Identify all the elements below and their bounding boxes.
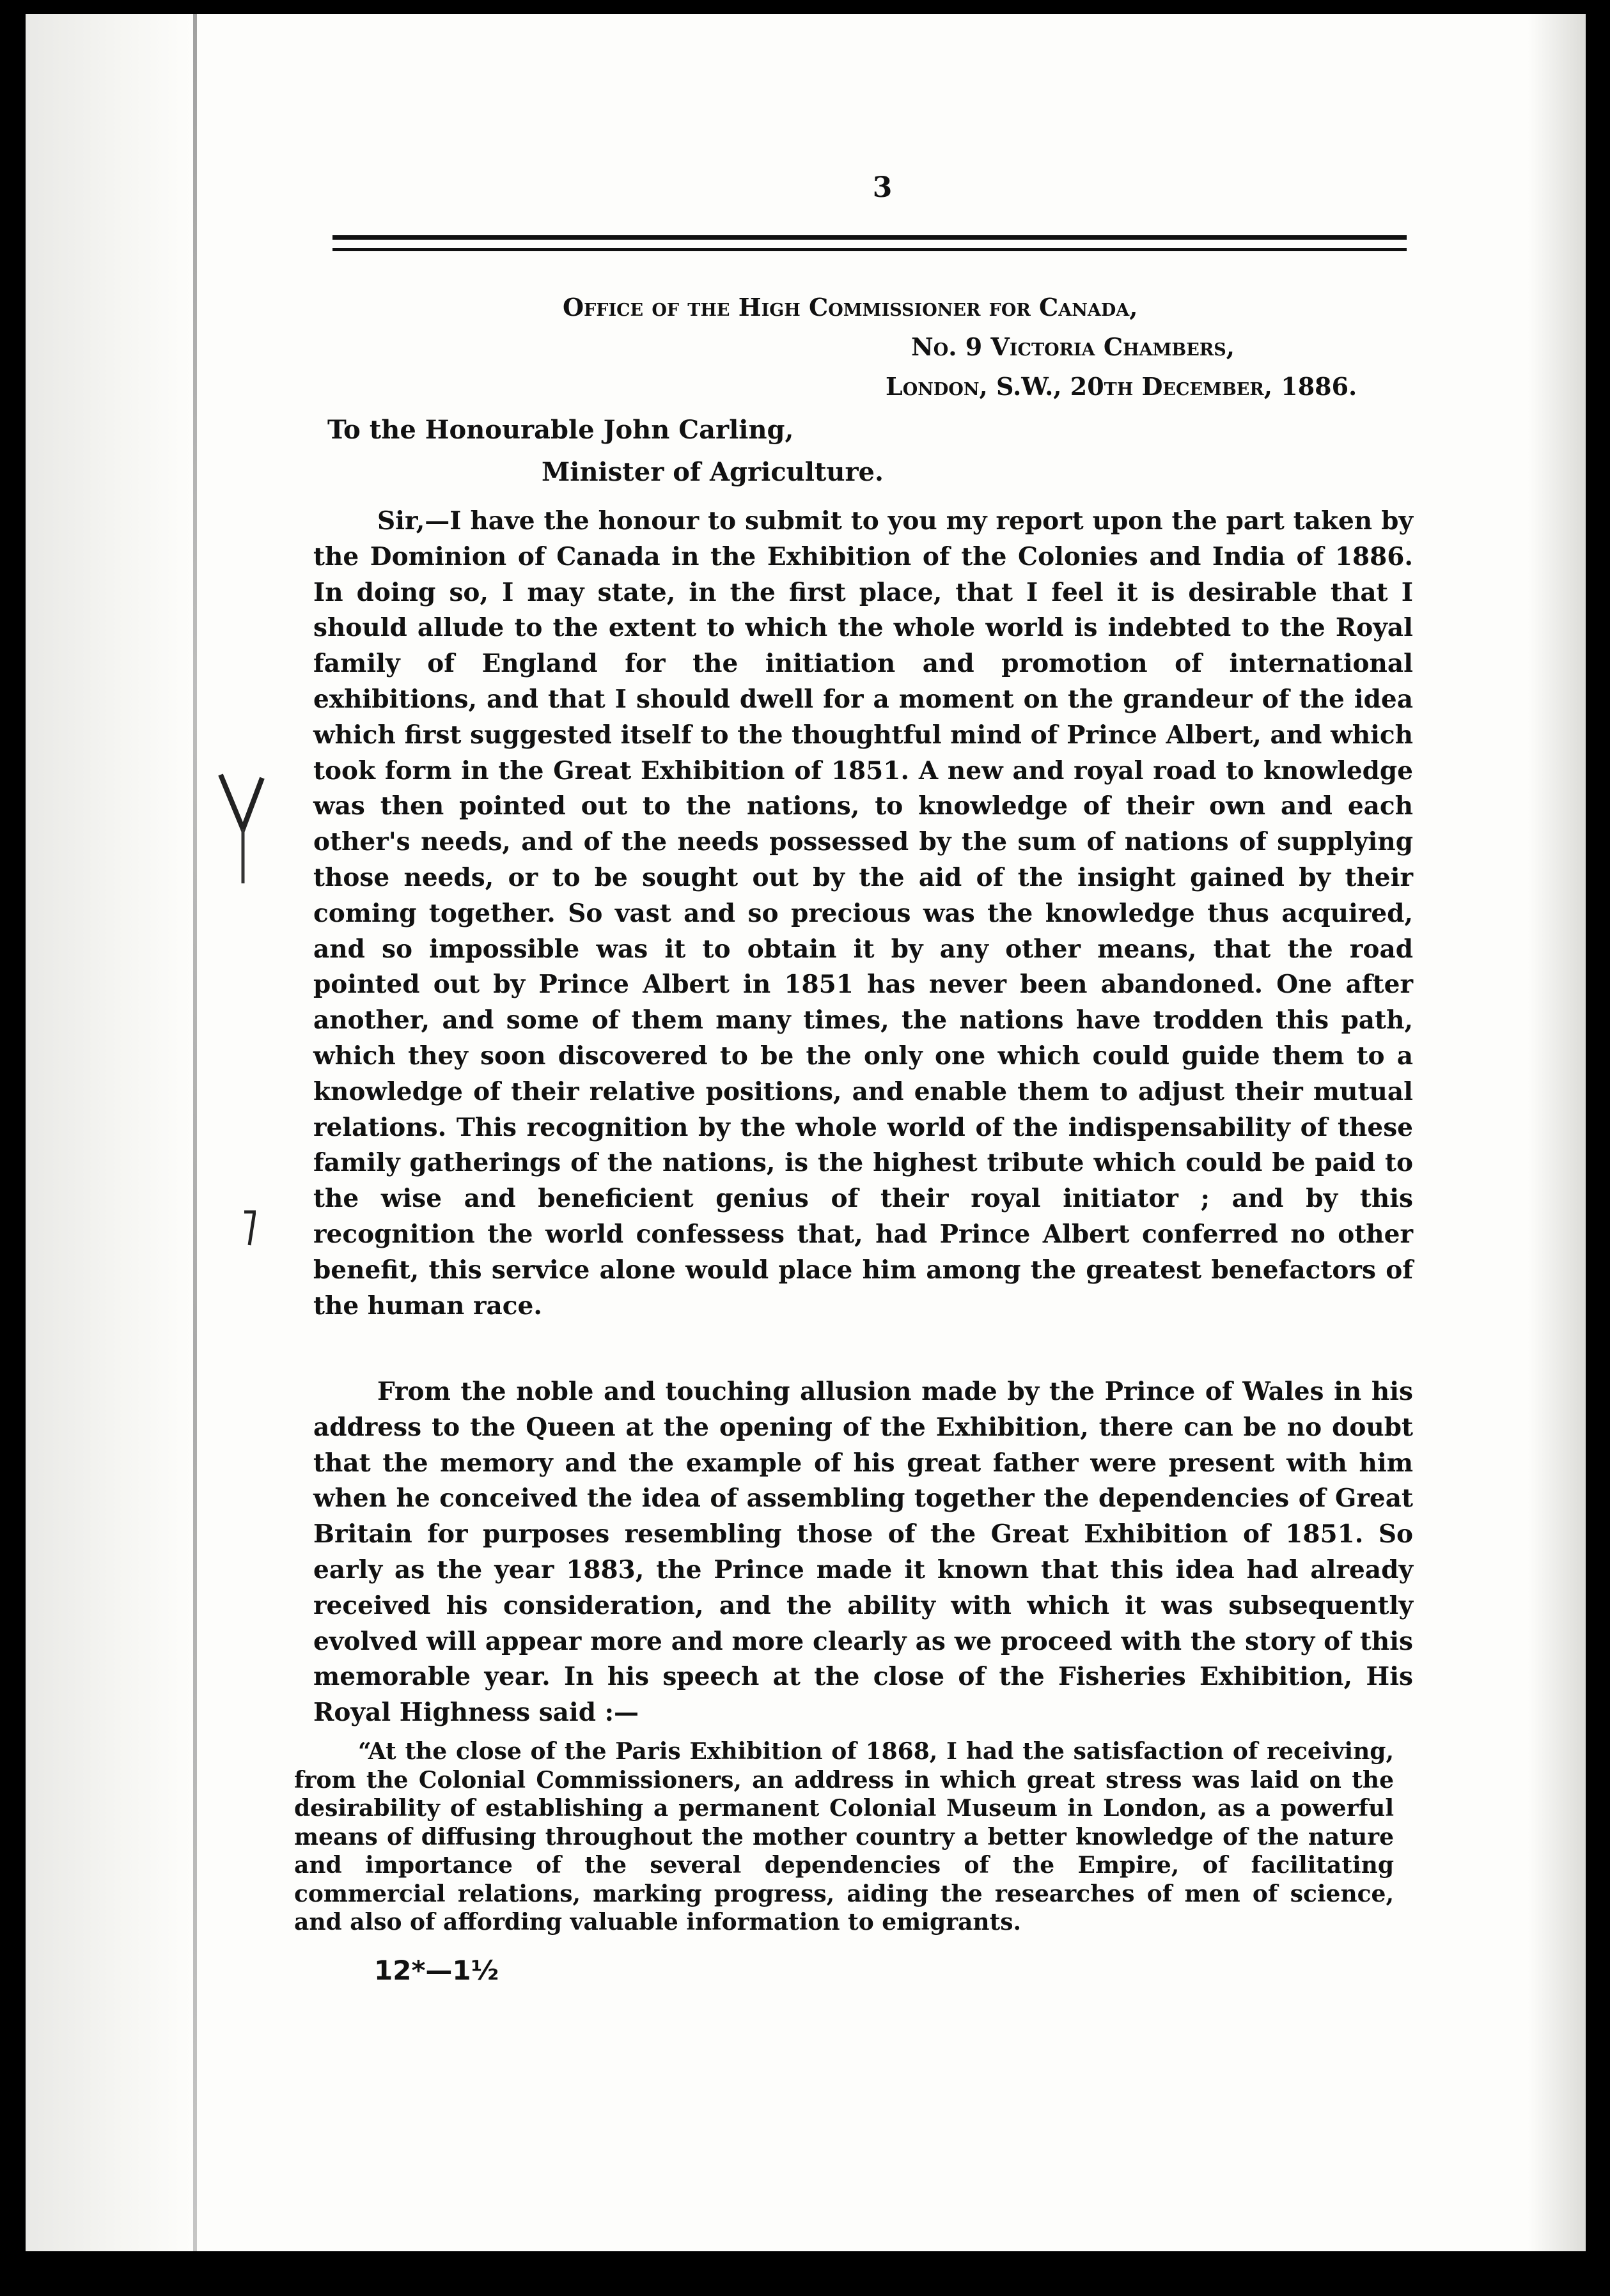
binding-fold-shadow [26,14,192,2251]
letterhead-office: Office of the High Commissioner for Canada, [563,293,1138,322]
addressee-title: Minister of Agriculture. [542,457,884,487]
margin-tick-mark [243,1209,256,1248]
quoted-speech [294,1737,1394,1937]
binding-gutter-line [193,14,197,2251]
letterhead-date: London, S.W., 20th December, 1886. [886,372,1357,401]
printer-signature-mark: 12*—1½ [374,1955,499,1986]
letterhead-street: No. 9 Victoria Chambers, [911,332,1235,361]
letterhead-address [563,288,1394,407]
quotation-text: “At the close of the Paris Exhibition of 1868, I had the satisfaction of receiving, from the Colonial Commissioners, an address in which great stress was laid on the desirability of establishing a permanent Colonial Museum in London, as a powerful means of diffusing throughout the mother country a better knowledge of the nature and importance of the several dependencies of the Empire, of facilitating commercial relations, marking progress, aiding the researches of men of science, and also of affording valuable information to emigrants. [294,1738,1394,1935]
page-edge-shadow [1528,14,1586,2251]
body-paragraph-1 [313,504,1413,1324]
addressee-line: To the Honourable John Carling, [327,415,794,445]
body-paragraph-2 [313,1374,1413,1731]
header-rule-thick [332,235,1407,240]
page-number: 3 [872,171,893,204]
header-rule-thin [332,248,1407,251]
margin-bracket-mark [217,772,269,887]
paragraph-text: Sir,—I have the honour to submit to you my report upon the part taken by the Dominion of Canada in the Exhibition of the Colonies and India of 1886. In doing so, I may state, in the first place, that I feel it is desirable that I should allude to the extent to which the whole world is indebted to the Royal family of England for the initiation and promotion of international exhibitions, and that I should dwell for a moment on the grandeur of the idea which first suggested itself to the thoughtful mind of Prince Albert, and which took form in the Great Exhibition of 1851. A new and royal road to knowledge was then pointed out to the nations, to knowledge of their own and each other's needs, and of the needs possessed by the sum of nations of supplying those needs, or to be sought out by the aid of the insight gained by their coming together. So vast and so precious was the knowledge thus acquired, and so impossible was it to obtain it by any other means, that the road pointed out by Prince Albert in 1851 has never been abandoned. One after another, and some of them many times, the nations have trodden this path, which they soon discovered to be the only one which could guide them to a knowledge of their relative positions, and enable them to adjust their mutual relations. This recognition by the whole world of the indispensability of these family gatherings of the nations, is the highest tribute which could be paid to the wise and beneficient genius of their royal initiator ; and by this recognition the world confessess that, had Prince Albert conferred no other benefit, this service alone would place him among the greatest benefactors of the human race. [313,506,1413,1321]
salutation [327,409,1350,493]
paragraph-text: From the noble and touching allusion made by the Prince of Wales in his address to the Queen at the opening of the Exhibition, there can be no doubt that the memory and the example of his great father were present with him when he conceived the idea of assembling together the dependencies of Great Britain for purposes resembling those of the Great Exhibition of 1851. So early as the year 1883, the Prince made it known that this idea had already received his consideration, and the ability with which it was subsequently evolved will appear more and more clearly as we proceed with the story of this memorable year. In his speech at the close of the Fisheries Exhibition, His Royal Highness said :— [313,1377,1413,1728]
